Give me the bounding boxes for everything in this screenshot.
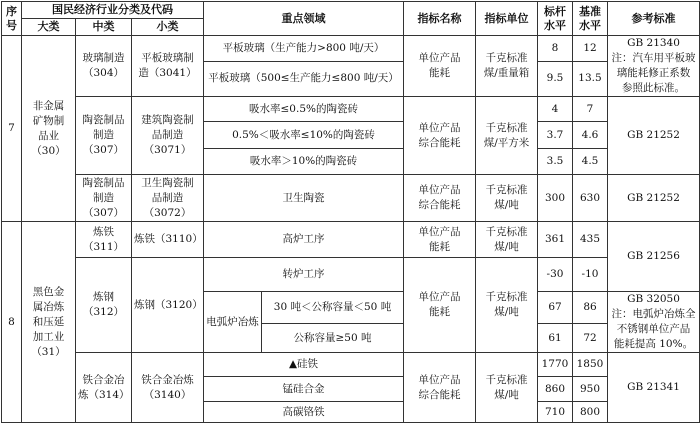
steelmaking-indicator-name: 单位产品 能耗 [404,258,476,353]
ceramic-indicator-unit: 千克标准 煤/平方米 [476,97,538,175]
section8-major: 黑色金 属冶炼 和压延 加工业 （31） [22,222,76,423]
glass-medium: 玻璃制造 （304） [76,36,132,97]
ironmaking-baseline: 435 [573,222,608,258]
header-indicator-unit: 指标单位 [476,2,538,36]
glass-benchmark-2: 9.5 [538,61,573,96]
ceramic-focus-3: 吸水率＞10%的陶瓷砖 [204,149,404,175]
ceramic-benchmark-2: 3.7 [538,122,573,149]
ceramic-indicator-name: 单位产品 综合能耗 [404,97,476,175]
glass-minor: 平板玻璃制 造（3041） [132,36,204,97]
eaf-standard: GB 32050 注：电弧炉冶炼全 不锈钢单位产品 能耗提高 10%。 [608,292,700,353]
ferroalloy-baseline-3: 800 [573,402,608,423]
sanitary-indicator-unit: 千克标准 煤/吨 [476,175,538,222]
glass-indicator-unit: 千克标准 煤/重量箱 [476,36,538,97]
ceramic-benchmark-1: 4 [538,97,573,122]
ironmaking-focus: 高炉工序 [204,222,404,258]
section7-seq: 7 [2,36,22,222]
ferroalloy-benchmark-3: 710 [538,402,573,423]
header-row-1 [2,2,700,19]
table-row [2,97,700,122]
eaf-benchmark-2: 61 [538,324,573,353]
ceramic-standard: GB 21252 [608,97,700,175]
eaf-benchmark-1: 67 [538,292,573,324]
ferroalloy-focus-1: ▲硅铁 [204,353,404,377]
ceramic-baseline-1: 7 [573,97,608,122]
glass-focus-2: 平板玻璃（500≤生产能力≤800 吨/天） [204,61,404,96]
header-indicator-name: 指标名称 [404,2,476,36]
header-focus: 重点领域 [204,2,404,36]
glass-baseline-1: 12 [573,36,608,62]
ironmaking-benchmark: 361 [538,222,573,258]
glass-indicator-name: 单位产品 能耗 [404,36,476,97]
ceramic-focus-1: 吸水率≤0.5%的陶瓷砖 [204,97,404,122]
ceramic-baseline-3: 4.5 [573,149,608,175]
ironmaking-indicator-unit: 千克标准 煤/吨 [476,222,538,258]
section7-major: 非金属 矿物制 品业 （30） [22,36,76,222]
sanitary-baseline: 630 [573,175,608,222]
energy-benchmark-table [1,1,700,423]
ceramic-benchmark-3: 3.5 [538,149,573,175]
sanitary-indicator-name: 单位产品 综合能耗 [404,175,476,222]
ferroalloy-indicator-name: 单位产品 综合能耗 [404,353,476,423]
ironmaking-minor: 炼铁（3110） [132,222,204,258]
sanitary-medium: 陶瓷制品 制造（307） [76,175,132,222]
steelmaking-minor: 炼钢（3120） [132,258,204,353]
ferroalloy-medium: 铁合金冶 炼（314） [76,353,132,423]
ironmaking-standard: GB 21256 [608,222,700,292]
steelmaking-indicator-unit: 千克标准 煤/吨 [476,258,538,353]
ironmaking-indicator-name: 单位产品 能耗 [404,222,476,258]
steelmaking-medium: 炼钢（312） [76,258,132,353]
converter-baseline: -10 [573,258,608,292]
header-minor: 小类 [132,19,204,36]
sanitary-focus: 卫生陶瓷 [204,175,404,222]
converter-focus: 转炉工序 [204,258,404,292]
sanitary-minor: 卫生陶瓷制 品制造 （3072） [132,175,204,222]
header-baseline: 基准 水平 [573,2,608,36]
ferroalloy-standard: GB 21341 [608,353,700,423]
ceramic-medium: 陶瓷制品 制造（307） [76,97,132,175]
ferroalloy-focus-3: 高碳铬铁 [204,402,404,423]
glass-benchmark-1: 8 [538,36,573,62]
glass-standard: GB 21340 注：汽车用平板玻 璃能耗修正系数 参照此标准。 [608,36,700,97]
ferroalloy-baseline-2: 950 [573,377,608,402]
eaf-subfocus-2: 公称容量≥50 吨 [262,324,404,353]
glass-baseline-2: 13.5 [573,61,608,96]
ferroalloy-baseline-1: 1850 [573,353,608,377]
eaf-focus: 电弧炉冶炼 [204,292,262,353]
table-row [2,222,700,258]
ferroalloy-focus-2: 锰硅合金 [204,377,404,402]
header-classification: 国民经济行业分类及代码 [22,2,204,19]
eaf-subfocus-1: 30 吨＜公称容量＜50 吨 [262,292,404,324]
ferroalloy-indicator-unit: 千克标准 煤/吨 [476,353,538,423]
ferroalloy-minor: 铁合金冶炼 （3140） [132,353,204,423]
header-seq: 序 号 [2,2,22,36]
section8-seq: 8 [2,222,22,423]
converter-benchmark: -30 [538,258,573,292]
eaf-baseline-2: 72 [573,324,608,353]
ceramic-focus-2: 0.5%＜吸水率≤10%的陶瓷砖 [204,122,404,149]
sanitary-standard: GB 21252 [608,175,700,222]
eaf-baseline-1: 86 [573,292,608,324]
ferroalloy-benchmark-1: 1770 [538,353,573,377]
table-row [2,36,700,62]
header-major: 大类 [22,19,76,36]
header-medium: 中类 [76,19,132,36]
table-row [2,175,700,222]
ceramic-minor: 建筑陶瓷制 品制造 （3071） [132,97,204,175]
ceramic-baseline-2: 4.6 [573,122,608,149]
ironmaking-medium: 炼铁（311） [76,222,132,258]
table-row [2,353,700,377]
header-standard: 参考标准 [608,2,700,36]
header-benchmark: 标杆 水平 [538,2,573,36]
table-row [2,258,700,292]
sanitary-benchmark: 300 [538,175,573,222]
glass-focus-1: 平板玻璃（生产能力>800 吨/天） [204,36,404,62]
ferroalloy-benchmark-2: 860 [538,377,573,402]
